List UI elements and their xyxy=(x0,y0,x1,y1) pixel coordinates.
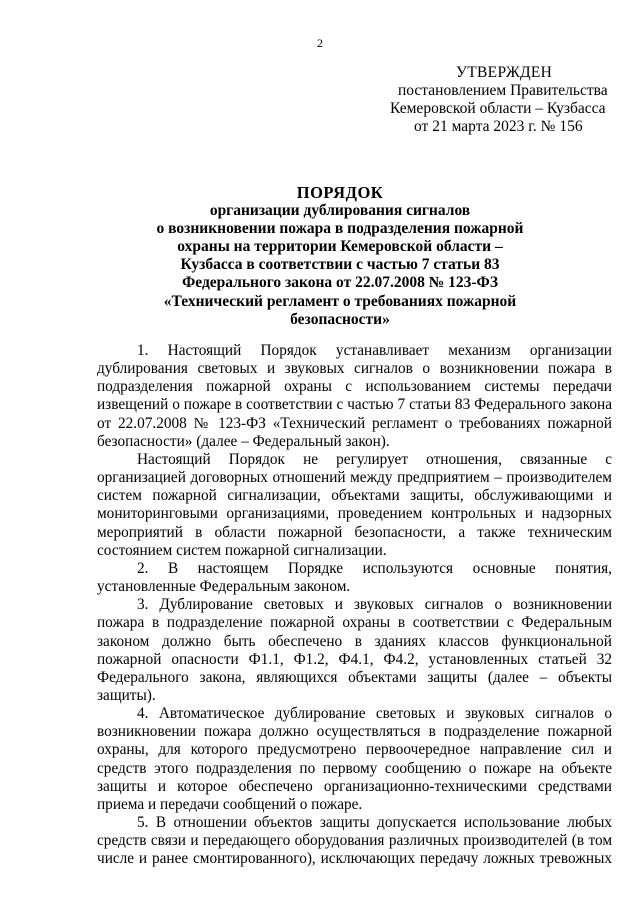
title-line: Федерального закона от 22.07.2008 № 123-ФЗ xyxy=(181,274,499,292)
paragraph-2: 2. В настоящем Порядке используются основные понятия, установленные Федеральным законом. xyxy=(97,559,612,596)
title-heading: ПОРЯДОК xyxy=(296,183,384,202)
document-body xyxy=(97,342,612,869)
approval-stamp-block xyxy=(368,64,628,136)
paragraph-1: 1. Настоящий Порядок устанавливает механизм организации дублирования световых и звуковых сигналов о возникновении пожара в подразделения пожарной охраны с использованием системы передачи извещений о пожаре в соответствии с частью 7 статьи 83 Федерального закона от 22.07.2008 № 123-ФЗ «Технический регламент о требованиях пожарной безопасности» (далее – Федеральный закон). xyxy=(97,342,612,450)
document-title xyxy=(140,184,540,329)
title-line: Кузбасса в соответствии с частью 7 статьи 83 xyxy=(180,256,500,274)
page-number: 2 xyxy=(317,36,323,50)
paragraph-1-note: Настоящий Порядок не регулирует отношения, связанные с организацией договорных отношений между предприятием – производителем систем пожарной сигнализации, объектами защиты, обслуживающими и мониторинговыми организациями, проведением контрольных и надзорных мероприятий в области пожарной безопасности, а также техническим состоянием систем пожарной сигнализации. xyxy=(97,450,612,559)
paragraph-3: 3. Дублирование световых и звуковых сигналов о возникновении пожара в подразделение пожарной охраны в соответствии с Федеральным законом должно быть обеспечено в зданиях классов функциональной пожарной опасности Ф1.1, Ф1.2, Ф4.1, Ф4.2, установленных статьей 32 Федерального закона, являющихся объектами защиты (далее – объекты защиты). xyxy=(97,596,612,704)
title-line: о возникновении пожара в подразделения пожарной xyxy=(156,220,524,238)
approval-line-2: Кемеровской области – Кузбасса xyxy=(390,100,606,117)
approval-stamp: УТВЕРЖДЕН xyxy=(456,64,553,81)
title-line: охраны на территории Кемеровской области – xyxy=(177,238,503,256)
approval-line-1: постановлением Правительства xyxy=(398,82,608,99)
paragraph-4: 4. Автоматическое дублирование световых и звуковых сигналов о возникновении пожара должно осуществляться в подразделение пожарной охраны, для которого предусмотрено первоочередное направление сил и средств этого подразделения по первому сообщению о пожаре на объекте защиты и которое обеспечено организационно-техническими средствами приема и передачи сообщений о пожаре. xyxy=(97,705,612,813)
title-line: организации дублирования сигналов xyxy=(209,202,471,220)
title-line: безопасности» xyxy=(290,310,390,328)
title-line: «Технический регламент о требованиях пожарной xyxy=(163,292,517,310)
approval-line-3: от 21 марта 2023 г. № 156 xyxy=(414,118,583,135)
paragraph-5: 5. В отношении объектов защиты допускается использование любых средств связи и передающего оборудования различных производителей (в том числе и ранее смонтированного), исключающих передачу ложных тревожных xyxy=(97,814,612,868)
